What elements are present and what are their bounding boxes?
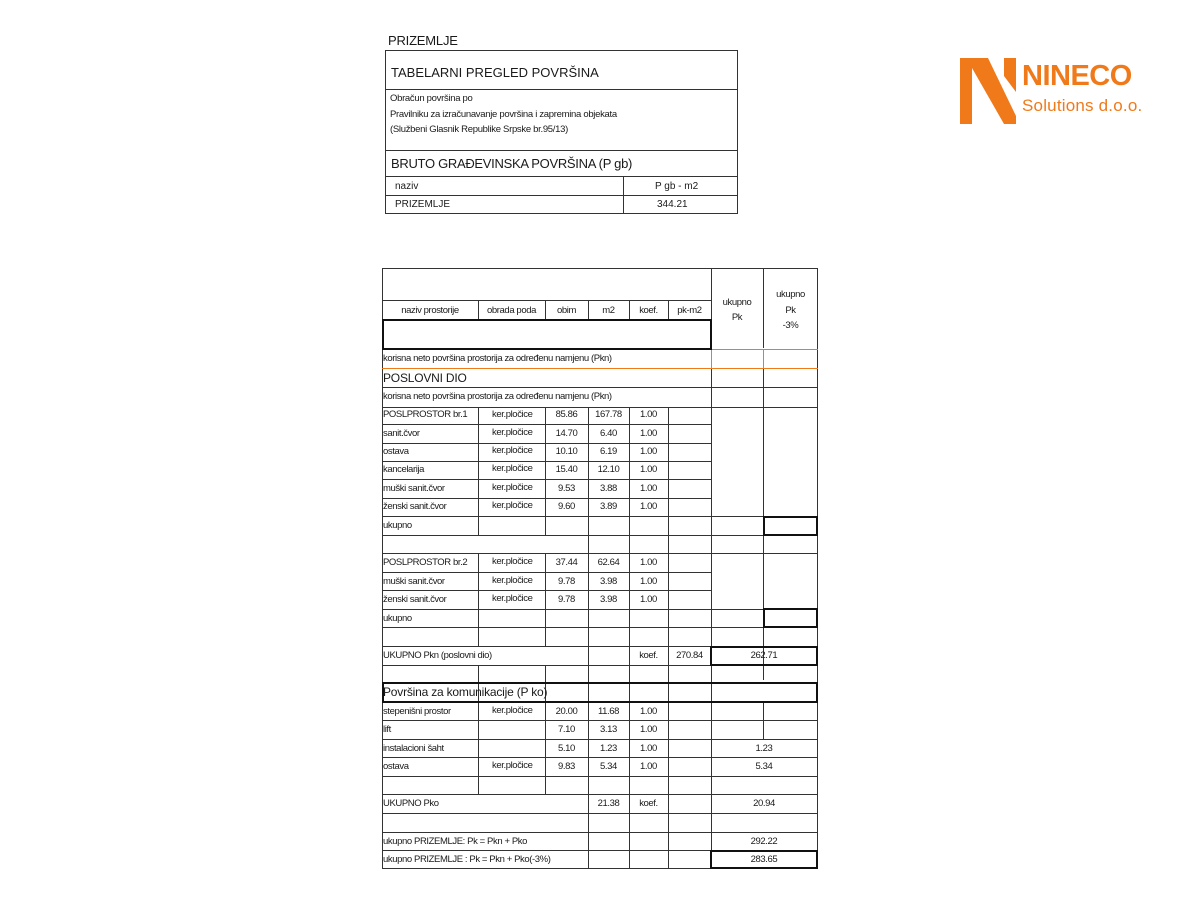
header-total-pk-1: ukupno	[722, 297, 752, 308]
bruto-row-value: 344.21	[657, 199, 688, 210]
row-name: POSLPROSTOR br.1	[383, 409, 468, 420]
business-net-label: korisna neto površina prostorija za određenu namjenu (Pkn)	[383, 391, 612, 402]
grand-total-label: ukupno PRIZEMLJE: Pk = Pkn + Pko	[383, 836, 528, 847]
row-perimeter: 20.00	[555, 706, 578, 717]
summary-description-1: Obračun površina po	[390, 93, 473, 104]
pkn-pk-value: 270.84	[676, 650, 703, 661]
net-area-label: korisna neto površina prostorija za određenu namjenu (Pkn)	[383, 353, 612, 364]
row-coef: 1.00	[640, 594, 657, 605]
pko-total-label: UKUPNO Pko	[383, 798, 439, 809]
row-finish: ker.pločice	[492, 500, 533, 511]
grand-total-value: 292.22	[750, 836, 778, 847]
row-coef: 1.00	[640, 557, 657, 568]
row-finish: ker.pločice	[492, 445, 533, 456]
row-finish: ker.pločice	[492, 556, 533, 567]
row-perimeter: 9.60	[558, 501, 575, 512]
header-total-pk3-1: ukupno	[776, 289, 805, 300]
row-finish: ker.pločice	[492, 409, 533, 420]
group2-total-label: ukupno	[383, 613, 412, 624]
row-total: 5.34	[755, 761, 773, 772]
row-coef: 1.00	[640, 724, 657, 735]
row-area: 6.19	[600, 446, 617, 457]
row-finish: ker.pločice	[492, 427, 533, 438]
header-pk: pk-m2	[677, 305, 702, 316]
row-coef: 1.00	[640, 501, 657, 512]
pko-total-value: 20.94	[753, 798, 775, 809]
company-logo	[958, 52, 1168, 132]
row-perimeter: 5.10	[558, 743, 575, 754]
row-area: 3.98	[600, 594, 617, 605]
header-name: naziv prostorije	[401, 305, 459, 316]
row-area: 3.88	[600, 483, 617, 494]
header-perimeter: obim	[557, 305, 576, 316]
row-area: 3.89	[600, 501, 617, 512]
row-coef: 1.00	[640, 576, 657, 587]
logo-n-mark-icon	[958, 52, 1022, 128]
row-name: muški sanit.čvor	[383, 576, 445, 587]
row-name: muški sanit.čvor	[383, 483, 445, 494]
header-total-pk-2: Pk	[731, 312, 743, 323]
logo-brand: NINECO	[1022, 60, 1132, 92]
row-perimeter: 9.53	[558, 483, 575, 494]
header-total-pk3-3: -3%	[782, 320, 799, 331]
pko-area-value: 21.38	[597, 798, 620, 809]
bruto-grid-divider	[385, 195, 738, 196]
summary-description-3: (Službeni Glasnik Republike Srpske br.95/13)	[390, 124, 568, 135]
bruto-heading: BRUTO GRAĐEVINSKA POVRŠINA (P gb)	[391, 156, 633, 171]
row-total: 1.23	[755, 743, 773, 754]
row-finish: ker.pločice	[492, 593, 533, 604]
row-coef: 1.00	[640, 428, 657, 439]
logo-subtitle: Solutions d.o.o.	[1022, 96, 1143, 115]
row-name: lift	[383, 724, 391, 735]
row-name: instalacioni šaht	[383, 743, 444, 754]
row-name: ženski sanit.čvor	[383, 594, 447, 605]
summary-description-2: Pravilniku za izračunavanje površina i zapremina objekata	[390, 109, 617, 120]
bruto-grid-colline	[623, 176, 624, 214]
row-area: 3.13	[600, 724, 617, 735]
summary-table	[385, 50, 738, 214]
row-perimeter: 15.40	[555, 464, 578, 475]
summary-heading: TABELARNI PREGLED POVRŠINA	[391, 65, 599, 80]
row-coef: 1.00	[640, 743, 657, 754]
header-area: m2	[602, 305, 615, 316]
row-finish: ker.pločice	[492, 760, 533, 771]
row-area: 3.98	[600, 576, 617, 587]
rooms-table	[382, 268, 818, 869]
row-perimeter: 9.78	[558, 594, 575, 605]
row-area: 1.23	[600, 743, 617, 754]
bruto-col-name: naziv	[395, 181, 419, 192]
row-area: 167.78	[595, 409, 622, 420]
header-finish: obrada poda	[487, 305, 536, 316]
row-name: sanit.čvor	[383, 428, 420, 439]
bruto-row-name: PRIZEMLJE	[395, 199, 451, 210]
row-finish: ker.pločice	[492, 463, 533, 474]
row-perimeter: 85.86	[555, 409, 578, 420]
row-name: POSLPROSTOR br.2	[383, 557, 468, 568]
header-coef: koef.	[639, 305, 658, 316]
row-finish: ker.pločice	[492, 575, 533, 586]
row-perimeter: 9.83	[558, 761, 575, 772]
header-total-pk3-2: Pk	[785, 305, 796, 316]
pko-coef-label: koef.	[639, 798, 658, 809]
business-heading: POSLOVNI DIO	[383, 371, 467, 385]
row-coef: 1.00	[640, 706, 657, 717]
row-perimeter: 10.10	[555, 446, 578, 457]
bruto-col-value: P gb - m2	[655, 181, 699, 192]
row-area: 11.68	[597, 706, 620, 717]
grand-total-3-label: ukupno PRIZEMLJE : Pk = Pkn + Pko(-3%)	[383, 854, 551, 865]
row-area: 12.10	[597, 464, 620, 475]
communication-heading: Površina za komunikacije (P ko)	[383, 685, 548, 699]
row-coef: 1.00	[640, 483, 657, 494]
row-coef: 1.00	[640, 464, 657, 475]
section-title: PRIZEMLJE	[388, 33, 458, 48]
row-name: ženski sanit.čvor	[383, 501, 447, 512]
pkn-total-label: UKUPNO Pkn (poslovni dio)	[383, 650, 492, 661]
row-area: 62.64	[597, 557, 620, 568]
row-coef: 1.00	[640, 761, 657, 772]
row-name: kancelarija	[383, 464, 425, 475]
row-name: ostava	[383, 446, 409, 457]
pkn-coef-label: koef.	[639, 650, 658, 661]
row-name: ostava	[383, 761, 409, 772]
row-perimeter: 14.70	[555, 428, 578, 439]
row-coef: 1.00	[640, 409, 657, 420]
row-area: 5.34	[600, 761, 617, 772]
row-name: stepenišni prostor	[383, 706, 451, 717]
row-area: 6.40	[600, 428, 617, 439]
group1-total-label: ukupno	[383, 520, 412, 531]
row-finish: ker.pločice	[492, 482, 533, 493]
grand-total-3-value: 283.65	[750, 854, 778, 865]
row-perimeter: 37.44	[555, 557, 578, 568]
row-perimeter: 7.10	[558, 724, 575, 735]
row-finish: ker.pločice	[492, 705, 533, 716]
pkn-total-value: 262.71	[750, 650, 778, 661]
row-coef: 1.00	[640, 446, 657, 457]
row-perimeter: 9.78	[558, 576, 575, 587]
